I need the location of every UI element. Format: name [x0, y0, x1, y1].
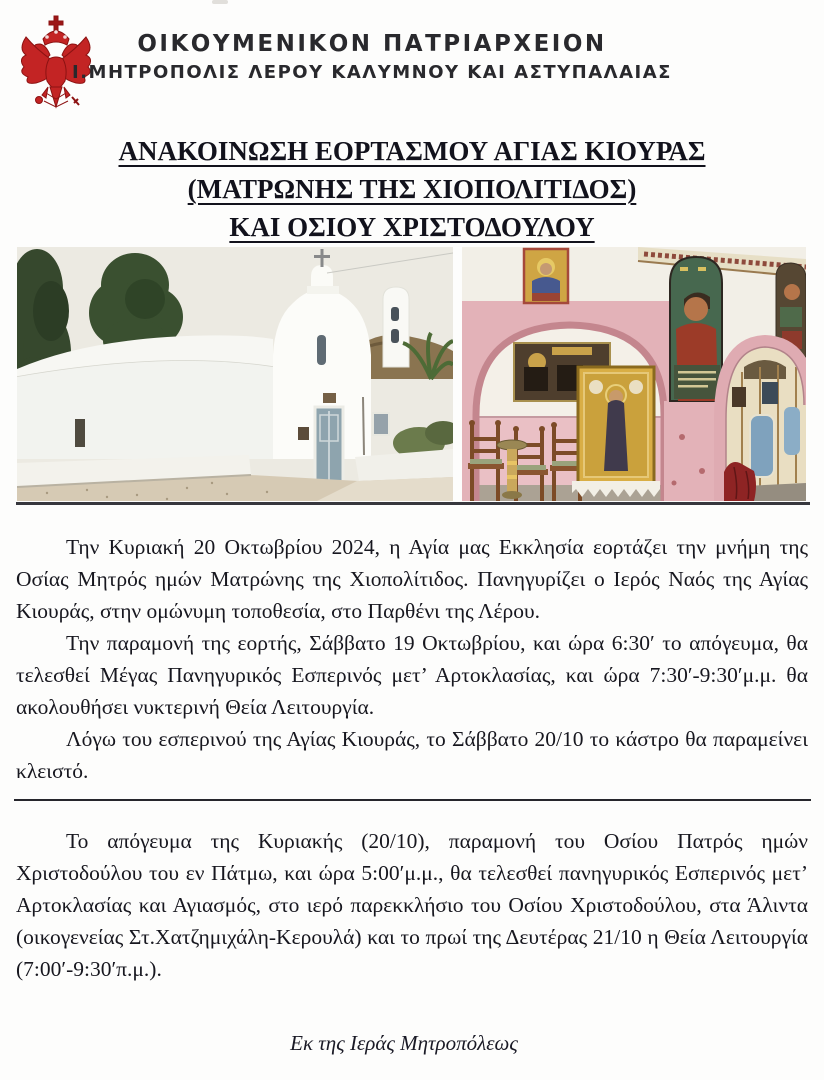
title-line-2: (ΜΑΤΡΩΝΗΣ ΤΗΣ ΧΙΟΠΟΛΙΤΙΔΟΣ)	[187, 174, 637, 204]
metropolis-name: Ι.ΜΗΤΡΟΠΟΛΙΣ ΛΕΡΟΥ ΚΑΛΥΜΝΟΥ ΚΑΙ ΑΣΤΥΠΑΛΑΙΑΣ	[72, 62, 672, 83]
title-line-3: ΚΑΙ ΟΣΙΟΥ ΧΡΙΣΤΟΔΟΥΛΟΥ	[229, 212, 595, 242]
title-line-1: ΑΝΑΚΟΙΝΩΣΗ ΕΟΡΤΑΣΜΟΥ ΑΓΙΑΣ ΚΙΟΥΡΑΣ	[118, 136, 706, 166]
paragraph-castle-closed: Λόγω του εσπερινού της Αγίας Κιουράς, το Σάββατο 20/10 το κάστρο θα παραμείνει κλειστό.	[16, 727, 808, 783]
church-exterior-illustration	[17, 247, 453, 501]
photo-bottom-edge	[16, 502, 810, 505]
section-divider	[14, 799, 811, 801]
photo-church-interior	[462, 247, 806, 501]
announcement-title	[0, 132, 824, 246]
announcement-body-christodoulos	[16, 825, 808, 985]
paragraph-vespers-schedule: Την παραμονή της εορτής, Σάββατο 19 Οκτωβρίου, και ώρα 6:30′ το απόγευμα, θα τελεσθεί Μέγας Πανηγυρικός Εσπερινός μετ’ Αρτοκλασίας, και ώρα 7:30′-9:30′μ.μ. θα ακολουθήσει νυκτερινή Θεία Λειτουργία.	[16, 631, 808, 719]
photo-strip	[0, 247, 824, 507]
photo-church-exterior	[17, 247, 453, 501]
announcement-body-kioura	[16, 531, 808, 787]
paragraph-christodoulos-schedule: Το απόγευμα της Κυριακής (20/10), παραμονή του Οσίου Πατρός ημών Χριστοδούλου του εν Πάτμω, και ώρα 5:00′μ.μ., θα τελεσθεί πανηγυρικός Εσπερινός μετ’ Αρτοκλασίας και Αγιασμός, στο ιερό παρεκκλήσιο του Οσίου Χριστοδούλου, στα Άλιντα (οικογενείας Στ.Χατζημιχάλη-Κερουλά) και το πρωί της Δευτέρας 21/10 η Θεία Λειτουργία (7:00′-9:30′π.μ.).	[16, 829, 808, 981]
church-interior-illustration	[462, 247, 806, 501]
scan-artifact	[212, 0, 228, 4]
organization-name: ΟΙΚΟΥΜΕΝΙΚΟΝ ΠΑΤΡΙΑΡΧΕΙΟΝ	[137, 31, 607, 57]
paragraph-feast-announcement: Την Κυριακή 20 Οκτωβρίου 2024, η Αγία μας Εκκλησία εορτάζει την μνήμη της Οσίας Μητρός ημών Ματρώνης της Χιοπολίτιδος. Πανηγυρίζει ο Ιερός Ναός της Αγίας Κιουράς, στην ομώνυμη τοποθεσία, στο Παρθένι της Λέρου.	[16, 535, 808, 623]
signature-line: Εκ της Ιεράς Μητροπόλεως	[290, 1031, 518, 1055]
letterhead	[4, 31, 740, 83]
